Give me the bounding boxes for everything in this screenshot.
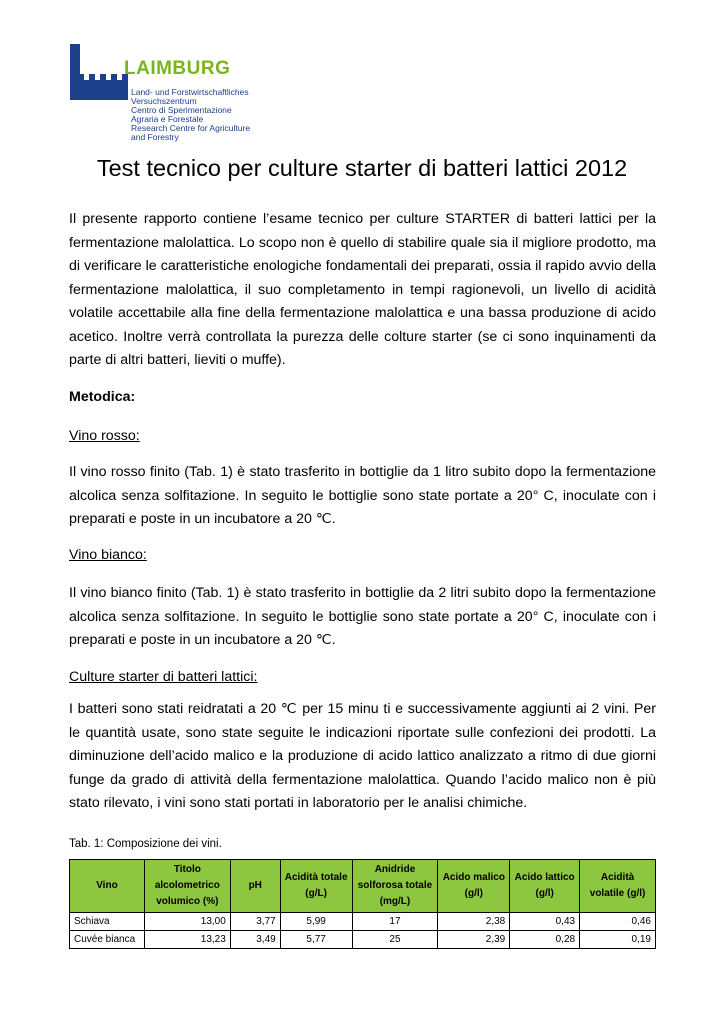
white-wine-paragraph: Il vino bianco finito (Tab. 1) è stato trasferito in bottiglie da 2 litri subito dopo la fermentazione alcolica senza solfitazione. In seguito le bottiglie sono state portate a 20° C, inoculate con i preparati e poste in un incubatore a 20 ℃. <box>69 585 656 648</box>
table-cell: 0,28 <box>510 931 580 949</box>
table-cell: 17 <box>352 913 438 931</box>
table-cell: 3,77 <box>230 913 280 931</box>
cultures-paragraph: I batteri sono stati reidratati a 20 ℃ per 15 minu ti e successivamente aggiunti ai 2 vini. Per le quantità usate, sono state seguite le indicazioni riportate sulle confezioni dei prodotti. La diminuzione dell’acido malico e la produzione di acido lattico analizzato a ritmo di due giorni funge da grado di attività della fermentazione malolattica. Quando l’acido malico non è più stato rilevato, i vini sono stati portati in laboratorio per le analisi chimiche. <box>69 701 656 811</box>
column-header: pH <box>230 860 280 913</box>
table-cell: 0,19 <box>580 931 656 949</box>
logo-line: Agraria e Forestale <box>131 114 204 124</box>
method-heading: Metodica: <box>69 389 136 405</box>
document-title: Test tecnico per culture starter di batteri lattici 2012 <box>96 155 628 181</box>
table-cell: 13,23 <box>144 931 230 949</box>
table-cell: Cuvée bianca <box>70 931 145 949</box>
table-cell: 5,99 <box>280 913 352 931</box>
logo-line: Versuchszentrum <box>131 96 197 106</box>
cultures-heading: Culture starter di batteri lattici: <box>69 669 258 685</box>
logo-line: Centro di Sperimentazione <box>131 105 232 115</box>
column-header: Acidità totale (g/L) <box>280 860 352 913</box>
logo-brand-name: LAIMBURG <box>124 58 231 79</box>
table-cell: 0,43 <box>510 913 580 931</box>
column-header: Titolo alcolometrico volumico (%) <box>144 860 230 913</box>
table-header-row <box>70 860 656 913</box>
column-header: Acidità volatile (g/l) <box>580 860 656 913</box>
table-cell: 0,46 <box>580 913 656 931</box>
column-header: Acido lattico (g/l) <box>510 860 580 913</box>
laimburg-logo <box>70 44 270 144</box>
table-cell: 5,77 <box>280 931 352 949</box>
table-cell: 2,38 <box>438 913 510 931</box>
logo-line: and Forestry <box>131 132 179 142</box>
castle-logo-icon <box>70 44 128 100</box>
white-wine-heading: Vino bianco: <box>69 547 147 563</box>
logo-line: Land- und Forstwirtschaftliches <box>131 87 249 97</box>
table-cell: 25 <box>352 931 438 949</box>
table-row <box>70 931 656 949</box>
logo-line: Research Centre for Agriculture <box>131 123 251 133</box>
logo-subtitle <box>131 88 250 142</box>
column-header: Vino <box>70 860 145 913</box>
table-caption: Tab. 1: Composizione dei vini. <box>69 838 222 850</box>
table-cell: 3,49 <box>230 931 280 949</box>
column-header: Acido malico (g/l) <box>438 860 510 913</box>
red-wine-paragraph: Il vino rosso finito (Tab. 1) è stato trasferito in bottiglie da 1 litro subito dopo la fermentazione alcolica senza solfitazione. In seguito le bottiglie sono state portate a 20° C, inoculate con i preparati e poste in un incubatore a 20 ℃. <box>69 464 656 527</box>
wine-composition-table <box>69 859 656 949</box>
table-cell: Schiava <box>70 913 145 931</box>
red-wine-heading: Vino rosso: <box>69 428 140 444</box>
table-cell: 2,39 <box>438 931 510 949</box>
table-row <box>70 913 656 931</box>
column-header: Anidride solforosa totale (mg/L) <box>352 860 438 913</box>
table-cell: 13,00 <box>144 913 230 931</box>
intro-paragraph: Il presente rapporto contiene l’esame tecnico per culture STARTER di batteri lattici per la fermentazione malolattica. Lo scopo non è quello di stabilire quale sia il migliore prodotto, ma di verificare le caratteristiche enologiche fondamentali dei preparati, ossia il rapido avvio della fermentazione malolattica, il suo completamento in tempi ragionevoli, un livello di acidità volatile accettabile alla fine della fermentazione malolattica e una bassa produzione di acido acetico. Inoltre verrà controllata la purezza delle colture starter (se ci sono inquinamenti da parte di altri batteri, lieviti o muffe). <box>69 211 656 368</box>
